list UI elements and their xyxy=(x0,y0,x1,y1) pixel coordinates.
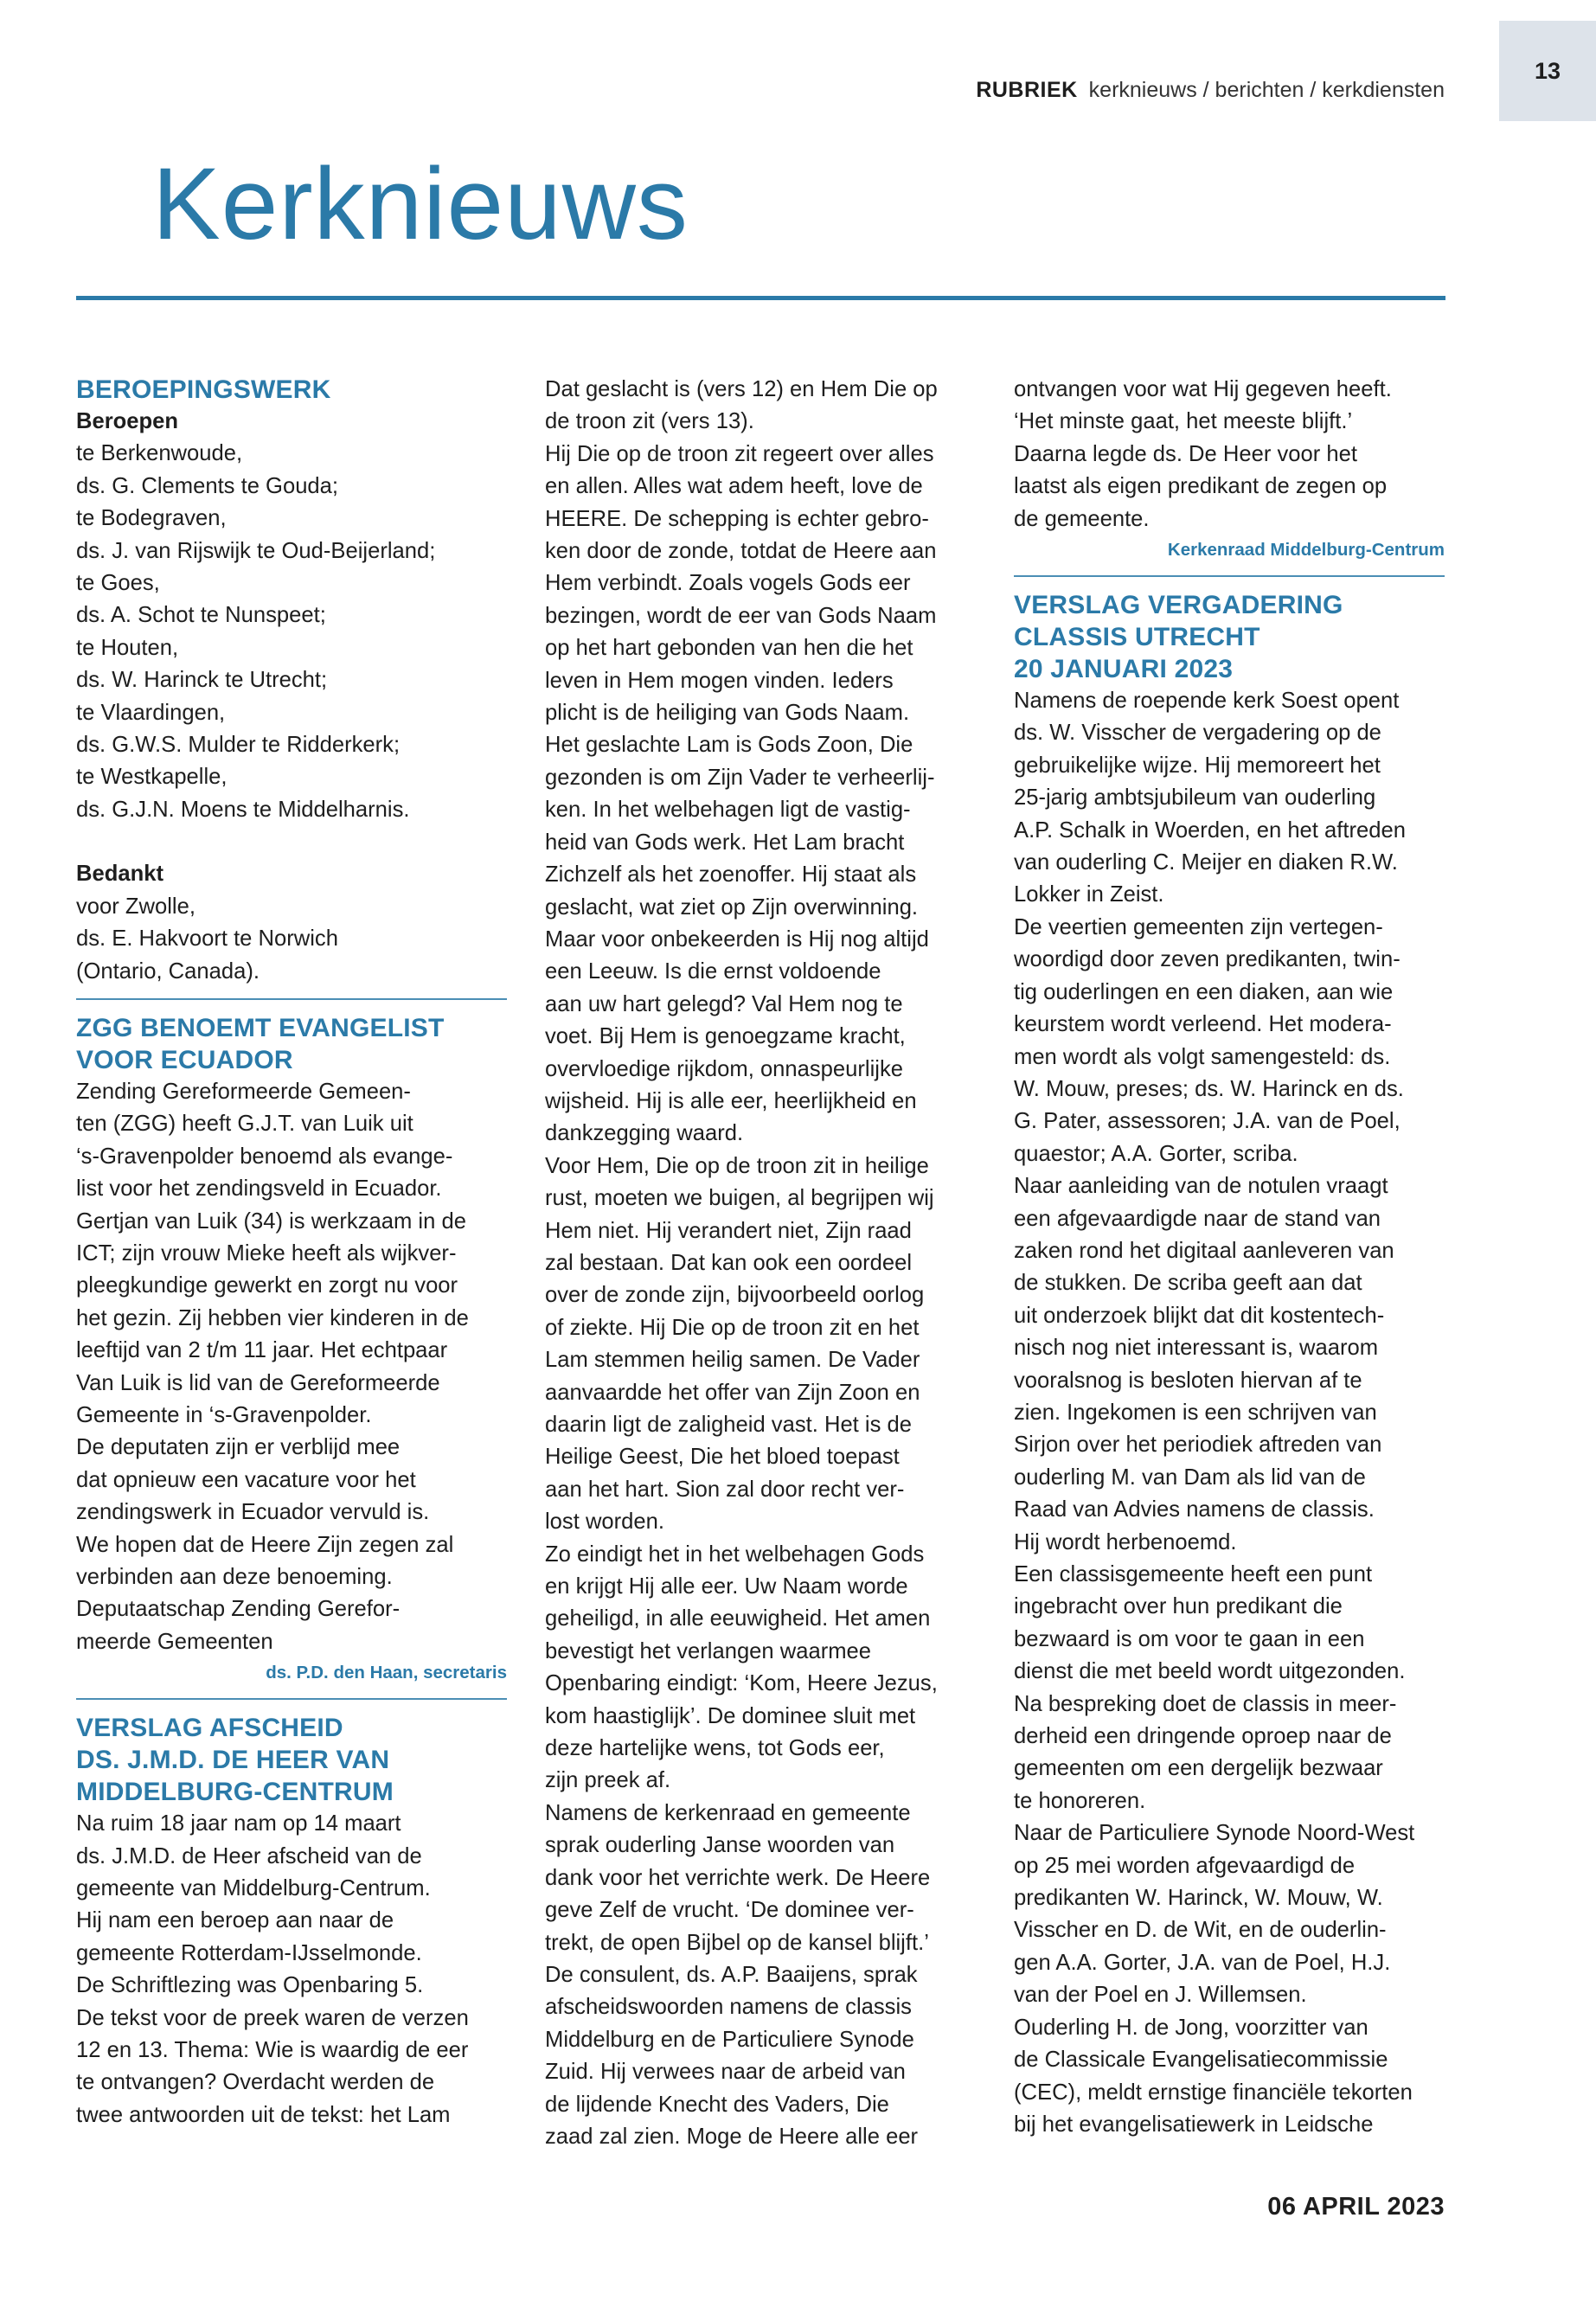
text-line: laatst als eigen predikant de zegen op xyxy=(1014,474,1388,499)
text-line: het gezin. Zij hebben vier kinderen in de xyxy=(76,1305,469,1330)
text-line: Raad van Advies namens de classis. xyxy=(1014,1497,1375,1522)
rubric-sections: kerknieuws / berichten / kerkdiensten xyxy=(1088,78,1445,102)
text-line: rust, moeten we buigen, al begrijpen wij xyxy=(545,1186,934,1211)
text-line: te Goes, xyxy=(76,571,160,596)
text-line: Hem verbindt. Zoals vogels Gods eer xyxy=(545,571,911,596)
text-line: ontvangen voor wat Hij gegeven heeft. xyxy=(1014,377,1392,401)
text-line: bij het evangelisatiewerk in Leidsche xyxy=(1014,2112,1374,2137)
text-line: zaad zal zien. Moge de Heere alle eer xyxy=(545,2124,919,2149)
signature-zgg: ds. P.D. den Haan, secretaris xyxy=(266,1663,507,1683)
text-line: ds. J. van Rijswijk te Oud-Beijerland; xyxy=(76,538,436,563)
text-line: aan uw hart gelegd? Val Hem nog te xyxy=(545,991,903,1016)
text-line: of ziekte. Hij Die op de troon zit en het xyxy=(545,1315,920,1340)
text-line: over de zonde zijn, bijvoorbeeld oorlog xyxy=(545,1283,925,1308)
heading-line: ZGG BENOEMT EVANGELIST xyxy=(76,1013,445,1042)
text-line: zaken rond het digitaal aanleveren van xyxy=(1014,1238,1394,1263)
text-line: de lijdende Knecht des Vaders, Die xyxy=(545,2092,889,2117)
text-line: Na bespreking doet de classis in meer- xyxy=(1014,1691,1397,1716)
text-line: 25-jarig ambtsjubileum van ouderling xyxy=(1014,785,1376,811)
text-line: Hem niet. Hij verandert niet, Zijn raad xyxy=(545,1218,912,1243)
text-line: te honoreren. xyxy=(1014,1788,1146,1813)
text-line: De veertien gemeenten zijn vertegen- xyxy=(1014,914,1383,939)
text-line: Lokker in Zeist. xyxy=(1014,882,1164,907)
text-line: ICT; zijn vrouw Mieke heeft als wijkver- xyxy=(76,1240,457,1266)
text-line: Voor Hem, Die op de troon zit in heilige xyxy=(545,1153,929,1178)
text-line: gezonden is om Zijn Vader te verheerlij- xyxy=(545,765,935,790)
text-line: (CEC), meldt ernstige financiële tekorten xyxy=(1014,2080,1413,2105)
text-line: een afgevaardigde naar de stand van xyxy=(1014,1206,1381,1231)
text-line: en allen. Alles wat adem heeft, love de xyxy=(545,474,923,499)
text-line: Middelburg en de Particuliere Synode xyxy=(545,2027,914,2052)
text-line: Lam stemmen heilig samen. De Vader xyxy=(545,1348,920,1373)
heading-line: VERSLAG VERGADERING xyxy=(1014,591,1343,620)
text-line: zendingswerk in Ecuador vervuld is. xyxy=(76,1500,430,1525)
text-line: twee antwoorden uit de tekst: het Lam xyxy=(76,2102,451,2127)
text-line: Openbaring eindigt: ‘Kom, Heere Jezus, xyxy=(545,1671,938,1696)
text-line: Zuid. Hij verwees naar de arbeid van xyxy=(545,2060,906,2085)
text-line: kom haastiglijk’. De dominee sluit met xyxy=(545,1703,916,1728)
text-line: geheiligd, in alle eeuwigheid. Het amen xyxy=(545,1606,931,1631)
text-line: ds. J.M.D. de Heer afscheid van de xyxy=(76,1843,422,1868)
text-line: aanvaardde het offer van Zijn Zoon en xyxy=(545,1380,920,1405)
text-line: en krijgt Hij alle eer. Uw Naam worde xyxy=(545,1574,908,1599)
text-line: ds. G.J.N. Moens te Middelharnis. xyxy=(76,797,410,822)
signature-kerkenraad: Kerkenraad Middelburg-Centrum xyxy=(1167,540,1445,561)
heading-line: MIDDELBURG-CENTRUM xyxy=(76,1778,394,1807)
text-line: dienst die met beeld wordt uitgezonden. xyxy=(1014,1659,1406,1684)
text-line: wijsheid. Hij is alle eer, heerlijkheid en xyxy=(545,1088,917,1113)
text-line: te Westkapelle, xyxy=(76,765,228,790)
text-line: de troon zit (vers 13). xyxy=(545,409,754,434)
text-line: leeftijd van 2 t/m 11 jaar. Het echtpaar xyxy=(76,1338,448,1363)
text-line: te Vlaardingen, xyxy=(76,700,226,725)
text-line: de Classicale Evangelisatiecommissie xyxy=(1014,2048,1388,2073)
subheading-beroepen: Beroepen xyxy=(76,409,179,433)
text-line: ds. G. Clements te Gouda; xyxy=(76,473,339,498)
text-line: Heilige Geest, Die het bloed toepast xyxy=(545,1445,900,1470)
title-divider xyxy=(76,296,1445,300)
text-line: men wordt als volgt samengesteld: ds. xyxy=(1014,1044,1391,1069)
text-line: ds. W. Visscher de vergadering op de xyxy=(1014,721,1381,746)
page-number: 13 xyxy=(1534,57,1561,84)
text-line: De tekst voor de preek waren de verzen xyxy=(76,2005,469,2030)
text-line: uit onderzoek blijkt dat dit kostentech- xyxy=(1014,1303,1385,1328)
running-header xyxy=(976,78,1445,103)
text-line: deze hartelijke wens, tot Gods eer, xyxy=(545,1736,885,1761)
text-line: Dat geslacht is (vers 12) en Hem Die op xyxy=(545,377,938,401)
text-line: Gertjan van Luik (34) is werkzaam in de xyxy=(76,1208,466,1234)
text-line: te Bodegraven, xyxy=(76,506,227,531)
text-line: Maar voor onbekeerden is Hij nog altijd xyxy=(545,926,929,952)
text-line: gebruikelijke wijze. Hij memoreert het xyxy=(1014,753,1381,778)
text-line: woordigd door zeven predikanten, twin- xyxy=(1014,947,1401,972)
text-line: dat opnieuw een vacature voor het xyxy=(76,1467,416,1492)
text-line: ds. G.W.S. Mulder te Ridderkerk; xyxy=(76,733,401,758)
text-line: ‘Het minste gaat, het meeste blijft.’ xyxy=(1014,409,1353,434)
text-line: Hij wordt herbenoemd. xyxy=(1014,1529,1237,1554)
text-line: trekt, de open Bijbel op de kansel blijft.’ xyxy=(545,1930,929,1955)
text-line: van der Poel en J. Willemsen. xyxy=(1014,1983,1307,2008)
text-line: Hij Die op de troon zit regeert over alles xyxy=(545,441,934,466)
text-line: zijn preek af. xyxy=(545,1768,671,1793)
text-line: pleegkundige gewerkt en zorgt nu voor xyxy=(76,1273,458,1298)
text-line: ten (ZGG) heeft G.J.T. van Luik uit xyxy=(76,1112,413,1137)
heading-line: 20 JANUARI 2023 xyxy=(1014,655,1234,684)
text-line: predikanten W. Harinck, W. Mouw, W. xyxy=(1014,1886,1383,1911)
section-heading-afscheid xyxy=(76,1712,507,1808)
text-line: gemeente Rotterdam-IJsselmonde. xyxy=(76,1940,422,1965)
text-line: te ontvangen? Overdacht werden de xyxy=(76,2070,435,2095)
text-line: Deputaatschap Zending Gerefor- xyxy=(76,1597,401,1622)
text-line: Zo eindigt het in het welbehagen Gods xyxy=(545,1541,925,1567)
section-divider xyxy=(76,1698,507,1700)
text-line: heid van Gods werk. Het Lam bracht xyxy=(545,830,905,855)
text-line: verbinden aan deze benoeming. xyxy=(76,1565,393,1589)
text-line: dankzegging waard. xyxy=(545,1121,744,1146)
text-line: W. Mouw, preses; ds. W. Harinck en ds. xyxy=(1014,1076,1404,1101)
text-line: 12 en 13. Thema: Wie is waardig de eer xyxy=(76,2038,469,2063)
section-divider xyxy=(76,998,507,1000)
column-3 xyxy=(1014,374,1445,2141)
text-line: tig ouderlingen en een diaken, aan wie xyxy=(1014,979,1394,1004)
text-line: HEERE. De schepping is echter gebro- xyxy=(545,506,929,531)
page-title: Kerknieuws xyxy=(152,147,689,261)
text-line: op 25 mei worden afgevaardigd de xyxy=(1014,1853,1356,1878)
text-line: te Houten, xyxy=(76,635,179,660)
text-line: bevestigt het verlangen waarmee xyxy=(545,1638,872,1663)
section-heading-zgg xyxy=(76,1012,507,1076)
column-1 xyxy=(76,374,507,2131)
heading-line: DS. J.M.D. DE HEER VAN xyxy=(76,1746,390,1775)
text-line: Het geslachte Lam is Gods Zoon, Die xyxy=(545,733,913,758)
text-line: ingebracht over hun predikant die xyxy=(1014,1594,1343,1619)
text-line: A.P. Schalk in Woerden, en het aftreden xyxy=(1014,817,1406,843)
text-line: Namens de kerkenraad en gemeente xyxy=(545,1800,911,1825)
text-line: ds. W. Harinck te Utrecht; xyxy=(76,668,328,693)
heading-line: VOOR ECUADOR xyxy=(76,1045,293,1074)
text-line: Namens de roepende kerk Soest opent xyxy=(1014,689,1400,714)
text-line: gemeente van Middelburg-Centrum. xyxy=(76,1876,431,1901)
text-line: ds. A. Schot te Nunspeet; xyxy=(76,603,326,628)
text-line: de stukken. De scriba geeft aan dat xyxy=(1014,1271,1362,1296)
text-line: op het hart gebonden van hen die het xyxy=(545,636,913,661)
text-line: meerde Gemeenten xyxy=(76,1629,273,1654)
text-line: dank voor het verrichte werk. De Heere xyxy=(545,1865,931,1890)
text-line: afscheidswoorden namens de classis xyxy=(545,1995,912,2020)
text-line: Van Luik is lid van de Gereformeerde xyxy=(76,1370,440,1395)
text-line: ken door de zonde, totdat de Heere aan xyxy=(545,539,937,564)
text-line: overvloedige rijkdom, onnaspeurlijke xyxy=(545,1056,903,1081)
text-line: aan het hart. Sion zal door recht ver- xyxy=(545,1477,905,1502)
text-line: keurstem wordt verleend. Het modera- xyxy=(1014,1012,1392,1037)
text-line: ds. E. Hakvoort te Norwich xyxy=(76,926,338,952)
text-line: Sirjon over het periodiek aftreden van xyxy=(1014,1433,1382,1458)
text-line: geslacht, wat ziet op Zijn overwinning. xyxy=(545,894,919,920)
text-line: list voor het zendingsveld in Ecuador. xyxy=(76,1176,442,1202)
text-line: Hij nam een beroep aan naar de xyxy=(76,1908,394,1933)
text-line: Gemeente in ‘s-Gravenpolder. xyxy=(76,1402,372,1427)
text-line: nisch nog niet interessant is, waarom xyxy=(1014,1336,1379,1361)
text-line: Daarna legde ds. De Heer voor het xyxy=(1014,441,1357,466)
text-line: quaestor; A.A. Gorter, scriba. xyxy=(1014,1141,1298,1166)
text-line: Een classisgemeente heeft een punt xyxy=(1014,1562,1373,1586)
text-line: G. Pater, assessoren; J.A. van de Poel, xyxy=(1014,1109,1401,1134)
text-line: gemeenten om een dergelijk bezwaar xyxy=(1014,1756,1383,1781)
text-line: vooralsnog is besloten hiervan af te xyxy=(1014,1368,1362,1393)
text-line: geve Zelf de vrucht. ‘De dominee ver- xyxy=(545,1898,914,1923)
subheading-bedankt: Bedankt xyxy=(76,862,163,887)
text-line: voor Zwolle, xyxy=(76,894,195,919)
text-line: Ouderling H. de Jong, voorzitter van xyxy=(1014,2015,1368,2040)
text-line: derheid een dringende oproep naar de xyxy=(1014,1724,1392,1749)
text-line: daarin ligt de zaligheid vast. Het is de xyxy=(545,1413,912,1437)
text-line: sprak ouderling Janse woorden van xyxy=(545,1833,895,1858)
text-line: ‘s-Gravenpolder benoemd als evange- xyxy=(76,1144,453,1169)
text-line: De consulent, ds. A.P. Baaijens, sprak xyxy=(545,1962,918,1987)
text-line: te Berkenwoude, xyxy=(76,441,243,466)
text-line: zal bestaan. Dat kan ook een oordeel xyxy=(545,1250,913,1275)
text-line: ken. In het welbehagen ligt de vastig- xyxy=(545,798,911,823)
text-line: Naar aanleiding van de notulen vraagt xyxy=(1014,1174,1388,1199)
column-2 xyxy=(545,374,976,2153)
text-line: bezingen, wordt de eer van Gods Naam xyxy=(545,603,937,628)
text-line: We hopen dat de Heere Zijn zegen zal xyxy=(76,1532,454,1557)
text-line: leven in Hem mogen vinden. Ieders xyxy=(545,668,894,693)
page-number-tab xyxy=(1499,21,1596,121)
text-line: Visscher en D. de Wit, en de ouderlin- xyxy=(1014,1918,1387,1943)
section-heading-beroepingswerk: BEROEPINGSWERK xyxy=(76,375,331,404)
text-line: De Schriftlezing was Openbaring 5. xyxy=(76,1973,424,1998)
text-line: van ouderling C. Meijer en diaken R.W. xyxy=(1014,850,1398,875)
issue-date: 06 APRIL 2023 xyxy=(1267,2193,1445,2221)
section-divider xyxy=(1014,575,1445,577)
text-line: Zending Gereformeerde Gemeen- xyxy=(76,1079,411,1104)
text-line: bezwaard is om voor te gaan in een xyxy=(1014,1626,1365,1651)
text-line: Na ruim 18 jaar nam op 14 maart xyxy=(76,1811,401,1836)
text-line: lost worden. xyxy=(545,1509,664,1535)
heading-line: CLASSIS UTRECHT xyxy=(1014,623,1260,652)
text-line: Naar de Particuliere Synode Noord-West xyxy=(1014,1821,1415,1846)
text-line: zien. Ingekomen is een schrijven van xyxy=(1014,1400,1377,1425)
text-line: gen A.A. Gorter, J.A. van de Poel, H.J. xyxy=(1014,1950,1391,1975)
text-line: plicht is de heiliging van Gods Naam. xyxy=(545,701,910,726)
text-line: Zichzelf als het zoenoffer. Hij staat als xyxy=(545,862,917,888)
heading-line: VERSLAG AFSCHEID xyxy=(76,1714,343,1743)
text-line: de gemeente. xyxy=(1014,506,1150,531)
text-line: voet. Bij Hem is genoegzame kracht, xyxy=(545,1024,906,1049)
rubric-label: RUBRIEK xyxy=(976,78,1078,102)
text-line: een Leeuw. Is die ernst voldoende xyxy=(545,959,881,984)
text-line: De deputaten zijn er verblijd mee xyxy=(76,1435,401,1460)
text-line: (Ontario, Canada). xyxy=(76,958,260,984)
text-line: ouderling M. van Dam als lid van de xyxy=(1014,1465,1366,1490)
section-heading-classis xyxy=(1014,589,1445,685)
